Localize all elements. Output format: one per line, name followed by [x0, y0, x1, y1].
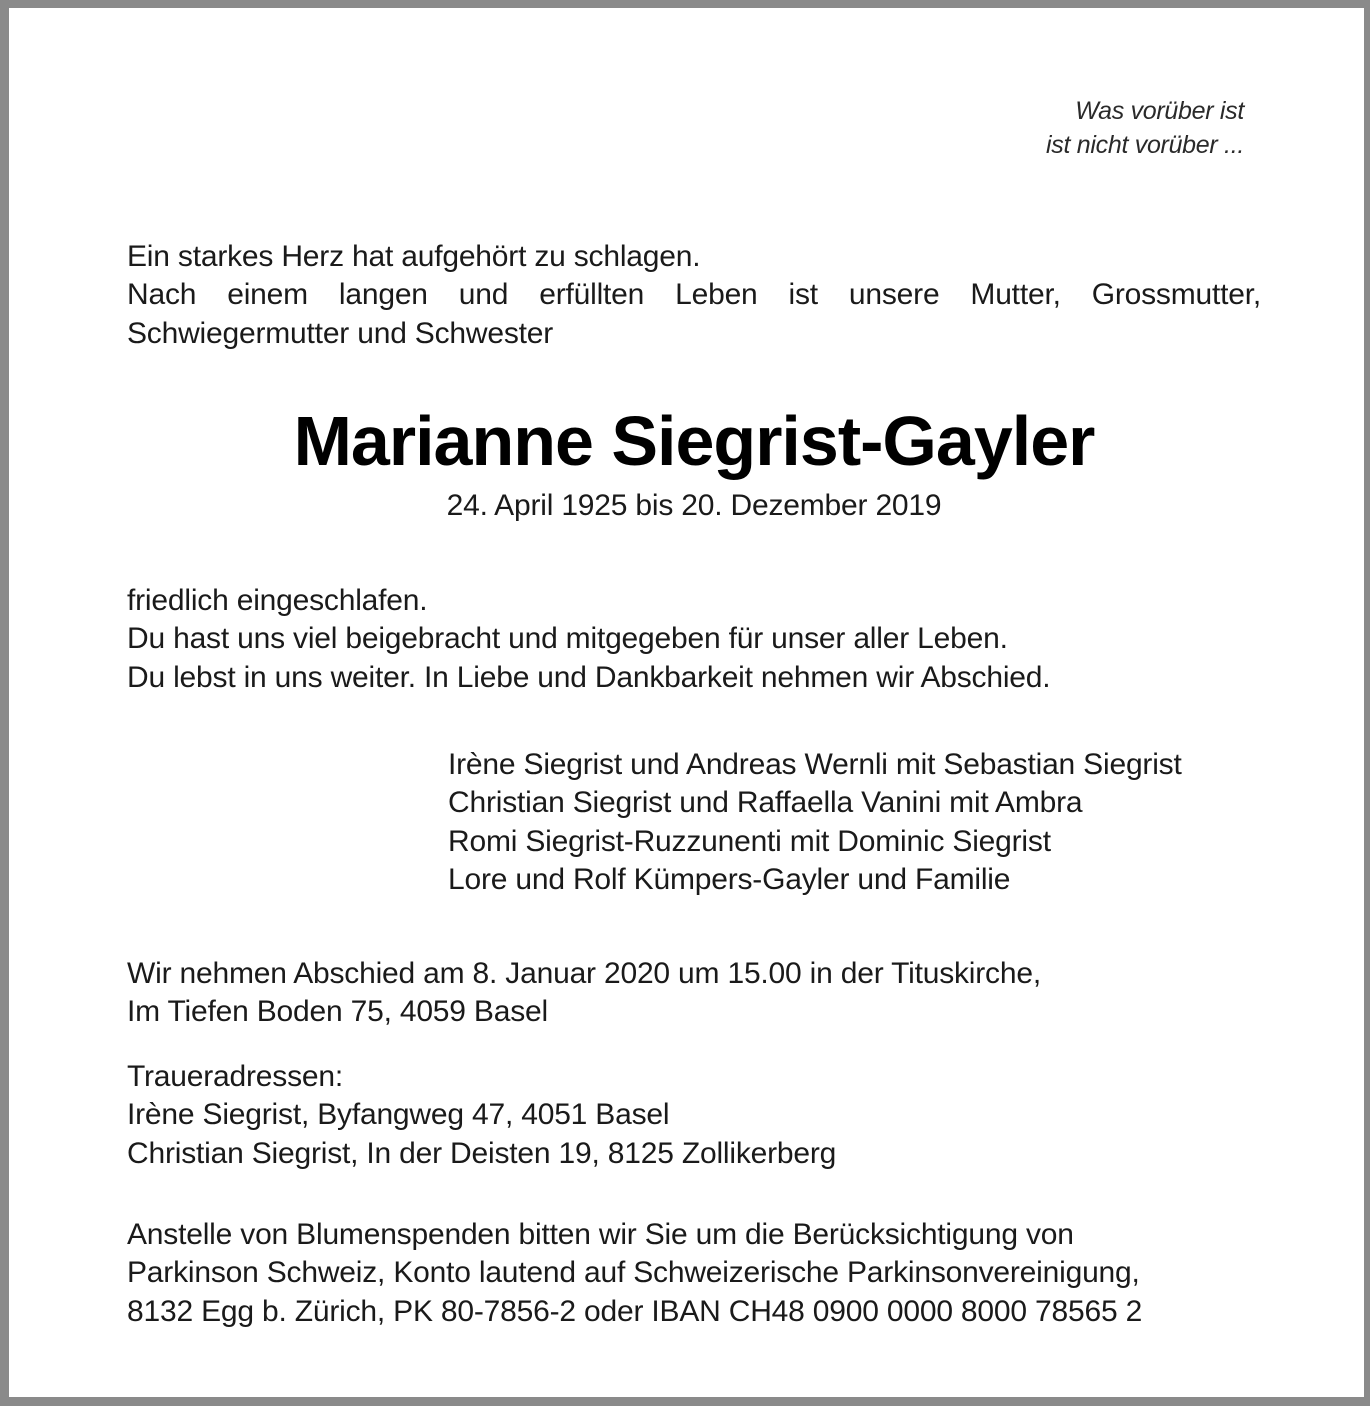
deceased-name: Marianne Siegrist-Gayler [293, 402, 1095, 480]
intro-line: Ein starkes Herz hat aufgehört zu schlagen. [127, 240, 701, 273]
farewell-paragraph [127, 955, 1261, 1032]
condolence-addresses [127, 1058, 1261, 1173]
farewell-line: Im Tiefen Boden 75, 4059 Basel [127, 995, 548, 1029]
message-line: Du hast uns viel beigebracht und mitgegeben für unser aller Leben. [127, 622, 1008, 656]
message-line: Du lebst in uns weiter. In Liebe und Dankbarkeit nehmen wir Abschied. [127, 660, 1051, 694]
motto-quote [1046, 94, 1244, 162]
family-member: Irène Siegrist und Andreas Wernli mit Sebastian Siegrist [448, 748, 1182, 781]
donation-line: Anstelle von Blumenspenden bitten wir Sie um die Berücksichtigung von [127, 1218, 1074, 1251]
donation-line: 8132 Egg b. Zürich, PK 80-7856-2 oder IBAN CH48 0900 0000 8000 78565 2 [127, 1294, 1143, 1328]
intro-line: Nach einem langen und erfüllten Leben ist unsere Mutter, Grossmutter, [127, 278, 1261, 312]
donation-paragraph [127, 1216, 1261, 1331]
address-line: Christian Siegrist, In der Deisten 19, 8125 Zollikerberg [127, 1136, 837, 1170]
family-member: Lore und Rolf Kümpers-Gayler und Familie [448, 862, 1011, 896]
donation-line: Parkinson Schweiz, Konto lautend auf Schweizerische Parkinsonvereinigung, [127, 1256, 1140, 1290]
addresses-heading: Traueradressen: [127, 1060, 343, 1093]
family-list [448, 746, 1278, 899]
farewell-line: Wir nehmen Abschied am 8. Januar 2020 um 15.00 in der Tituskirche, [127, 957, 1041, 990]
address-line: Irène Siegrist, Byfangweg 47, 4051 Basel [127, 1098, 670, 1132]
family-member: Romi Siegrist-Ruzzunenti mit Dominic Siegrist [448, 824, 1051, 858]
motto-line: Was vorüber ist [1075, 97, 1244, 125]
intro-paragraph [127, 238, 1261, 353]
life-dates: 24. April 1925 bis 20. Dezember 2019 [446, 489, 942, 522]
family-member: Christian Siegrist und Raffaella Vanini mit Ambra [448, 786, 1083, 820]
message-line: friedlich eingeschlafen. [127, 584, 428, 617]
intro-line: Schwiegermutter und Schwester [127, 316, 554, 350]
message-paragraph [127, 582, 1261, 697]
motto-line: ist nicht vorüber ... [1046, 131, 1244, 159]
